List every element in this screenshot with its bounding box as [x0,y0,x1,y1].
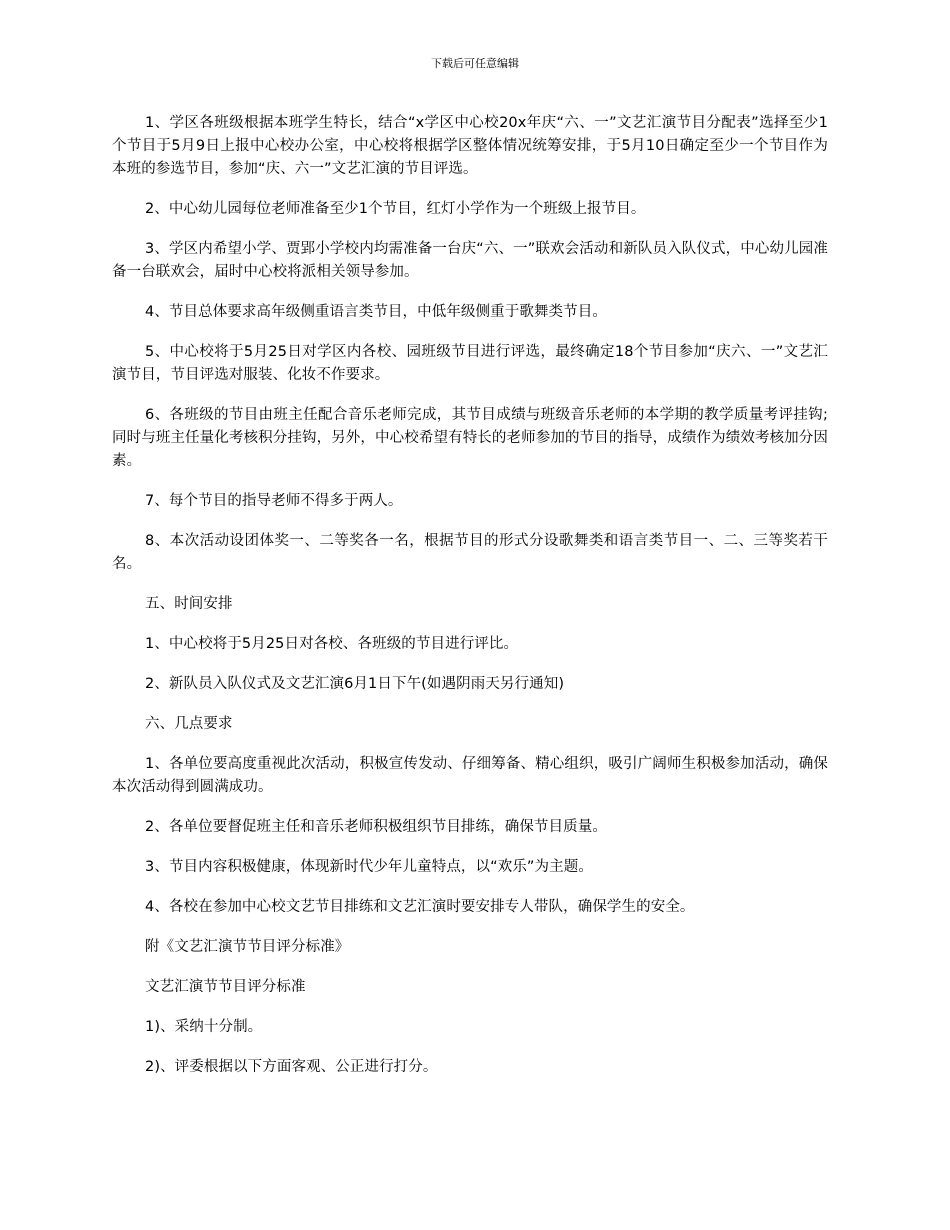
paragraph-7: 7、每个节目的指导老师不得多于两人。 [145,493,403,509]
paragraph-schedule-1: 1、中心校将于5月25日对各校、各班级的节目进行评比。 [145,636,519,652]
document-body [112,112,828,1096]
paragraph-4: 4、节目总体要求高年级侧重语言类节目，中低年级侧重于歌舞类节目。 [145,304,607,320]
scoring-item-1: 1)、采纳十分制。 [145,1019,263,1035]
paragraph-3: 3、学区内希望小学、贾郢小学校内均需准备一台庆“六、一”联欢会活动和新队员入队仪式，中心幼儿园准备一台联欢会，届时中心校将派相关领导参加。 [112,241,828,280]
paragraph-requirement-4: 4、各校在参加中心校文艺节目排练和文艺汇演时要安排专人带队，确保学生的安全。 [145,899,695,915]
section-heading-requirements: 六、几点要求 [145,716,233,732]
paragraph-requirement-2: 2、各单位要督促班主任和音乐老师积极组织节目排练，确保节目质量。 [145,819,607,835]
appendix-title: 文艺汇演节节目评分标准 [145,979,306,995]
paragraph-1: 1、学区各班级根据本班学生特长，结合“x学区中心校20x年庆“六、一”文艺汇演节目分配表”选择至少1个节目于5月9日上报中心校办公室，中心校将根据学区整体情况统筹安排，于5月10日确定至少一个节目作为本班的参选节目，参加“庆、六一”文艺汇演的节目评选。 [112,115,828,177]
paragraph-schedule-2: 2、新队员入队仪式及文艺汇演6月1日下午(如遇阴雨天另行通知) [145,676,565,692]
paragraph-requirement-3: 3、节目内容积极健康，体现新时代少年儿童特点，以“欢乐”为主题。 [145,859,593,875]
section-heading-schedule: 五、时间安排 [145,596,233,612]
appendix-reference: 附《文艺汇演节节目评分标准》 [145,939,350,955]
paragraph-8: 8、本次活动设团体奖一、二等奖各一名，根据节目的形式分设歌舞类和语言类节目一、二、三等奖若干名。 [112,533,828,572]
paragraph-2: 2、中心幼儿园每位老师准备至少1个节目，红灯小学作为一个班级上报节目。 [145,201,646,217]
paragraph-requirement-1: 1、各单位要高度重视此次活动，积极宣传发动、仔细筹备、精心组织，吸引广阔师生积极参加活动，确保本次活动得到圆满成功。 [112,756,828,795]
page-header: 下载后可任意编辑 [431,57,519,70]
scoring-item-2: 2)、评委根据以下方面客观、公正进行打分。 [145,1059,438,1075]
paragraph-5: 5、中心校将于5月25日对学区内各校、园班级节目进行评选，最终确定18个节目参加“庆六、一”文艺汇演节目，节目评选对服装、化妆不作要求。 [112,344,828,383]
paragraph-6: 6、各班级的节目由班主任配合音乐老师完成，其节目成绩与班级音乐老师的本学期的教学质量考评挂钩;同时与班主任量化考核积分挂钩，另外，中心校希望有特长的老师参加的节目的指导，成绩作为绩效考核加分因素。 [112,407,828,469]
